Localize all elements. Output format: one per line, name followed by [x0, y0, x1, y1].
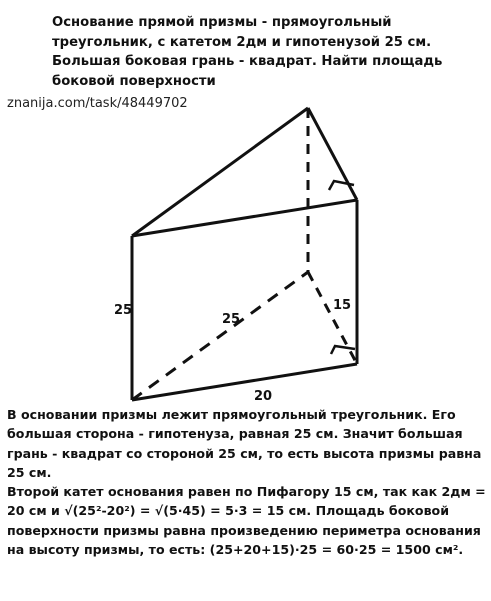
label-leg-short: 15 — [333, 298, 352, 313]
top-edge-front — [132, 200, 357, 236]
solution-paragraph-2: Второй катет основания равен по Пифагору 15 см, так как 2дм = 20 см и √(25²-20²) = √(5·45) = 5·3 = 15 см. Площадь боковой поверхности призмы равна произведению периметра основания на высоту призмы, то есть: (25+20+15)·25 = 60·25 = 1500 см². — [7, 484, 486, 558]
solution-text — [7, 405, 487, 559]
bottom-edge-hidden-left — [132, 272, 308, 400]
label-leg-long: 20 — [254, 389, 273, 404]
source-url: znanija.com/task/48449702 — [7, 96, 188, 111]
bottom-edge-front — [132, 364, 357, 400]
top-edge-left — [132, 108, 308, 236]
solution-paragraph-1: В основании призмы лежит прямоугольный треугольник. Его большая сторона - гипотенуза, равная 25 см. Значит большая грань - квадрат со стороной 25 см, то есть высота призмы равна 25 см. — [7, 407, 482, 480]
label-height: 25 — [114, 303, 133, 318]
label-hypotenuse: 25 — [222, 312, 241, 327]
problem-statement: Основание прямой призмы - прямоугольный треугольник, с катетом 2дм и гипотенузой 25 см. Большая боковая грань - квадрат. Найти площадь боковой поверхности — [52, 15, 443, 89]
